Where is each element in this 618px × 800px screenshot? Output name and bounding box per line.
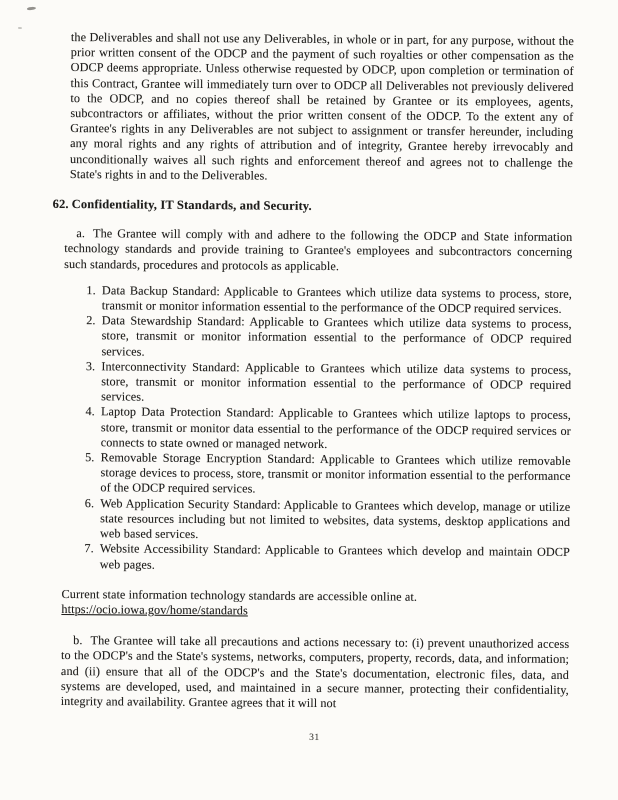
standards-list [62, 283, 572, 576]
list-item: 5. Removable Storage Encryption Standard: Applicable to Grantees which utilize removable storage devices to process, store, transmit or monitor information essential to the performance of the ODCP required services. [97, 450, 570, 499]
clause-b [61, 633, 570, 713]
section-heading [53, 197, 573, 216]
list-item: 1. Data Backup Standard: Applicable to Grantees which utilize data systems to process, store, transmit or monitor information essential to the performance of the ODCP required services. [99, 283, 572, 317]
page-number: 31 [309, 733, 320, 744]
clause-a [64, 226, 572, 276]
list-item: 2. Data Stewardship Standard: Applicable to Grantees which utilize data systems to process, store, transmit or monitor information essential to the performance of ODCP required services. [98, 314, 571, 363]
list-item: 7. Website Accessibility Standard: Applicable to Grantees which develop and maintain ODCP web pages. [97, 542, 570, 576]
clause-b-text: The Grantee will take all precautions and actions necessary to: (i) prevent unauthorized access to the ODCP's and the State's systems, networks, computers, property, records, data, and information; and (ii) ensure that all of the ODCP's and the State's documentation, electronic files, data, and systems are developed, used, and maintained in a secure manner, protecting their confidentiality, integrity and availability. Grantee agrees that it will not [60, 633, 570, 711]
intro-paragraph: the Deliverables and shall not use any Deliverables, in whole or in part, for any purpose, without the prior written consent of the ODCP and the payment of such royalties or other compensation as the ODCP deems appropriate. Unless otherwise requested by ODCP, upon completion or termination of this Contract, Grantee will immediately turn over to ODCP all Deliverables not previously delivered to the ODCP, and no copies thereof shall be retained by Grantee or its employees, agents, subcontractors or affiliates, without the prior written consent of the ODCP. To the extent any of Grantee's rights in any Deliverables are not subject to assignment or transfer hereunder, including any moral rights and any rights of attribution and of integrity, Grantee hereby irrevocably and unconditionally waives all such rights and enforcement thereof and agrees not to challenge the State's rights in and to the Deliverables. [69, 30, 574, 183]
section-title: Confidentiality, IT Standards, and Security. [71, 197, 312, 213]
section-number: 62. [52, 196, 69, 212]
standards-url-link[interactable]: https://ocio.iowa.gov/home/standards [61, 601, 248, 618]
page-content [52, 30, 574, 748]
list-item: 4. Laptop Data Protection Standard: Applicable to Grantees which utilize laptops to process, store, transmit or monitor data essential to the performance of the ODCP required services or connects to state owned or managed network. [98, 405, 571, 454]
scan-artifact [27, 6, 36, 10]
standards-note: Current state information technology standards are accessible online at. [61, 586, 418, 604]
scan-artifact [18, 27, 22, 29]
clause-a-text: The Grantee will comply with and adhere to the following the ODCP and State information technology standards and provide training to Grantee's employees and subcontractors concerning such standards, procedures and protocols as applicable. [64, 226, 573, 273]
list-item: 6. Web Application Security Standard: Applicable to Grantees which develop, manage or utilize state resources including but not limited to websites, data systems, desktop applications and web based services. [97, 496, 570, 545]
clause-a-label: a. [76, 226, 86, 241]
standards-url-line [61, 602, 569, 621]
list-item: 3. Interconnectivity Standard: Applicable to Grantees which utilize data systems to process, store, transmit or monitor information essential to the performance of ODCP required services. [98, 359, 571, 408]
clause-b-label: b. [73, 633, 83, 648]
